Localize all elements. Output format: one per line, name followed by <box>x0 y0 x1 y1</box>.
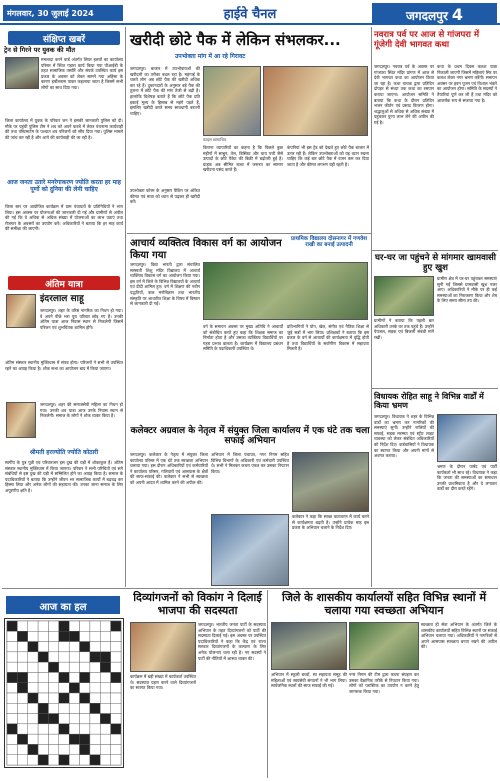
crossword-cell <box>69 714 79 724</box>
crossword-cell <box>38 642 48 652</box>
crossword-cell <box>90 714 100 724</box>
collector-body-col3: कलेक्टर ने कहा कि स्वच्छ वातावरण में कार्य करने से कार्यक्षमता बढ़ती है। उन्होंने प्रत्येक माह इस प्रकार के अभियान चलाने के निर्देश दिए। <box>292 514 369 531</box>
crossword-cell <box>48 703 58 713</box>
crossword-cell <box>59 683 69 693</box>
crossword-cell <box>90 734 100 744</box>
lead-body-col2: किराना व्यापारियों का कहना है कि पिछले कुछ महीनों में साबुन, तेल, बिस्किट और चाय पत्ती जैसे उत्पादों के छोटे पैकेट की बिक्री में बढ़ोतरी हुई है। ग्राहक अब सीमित बजट में जरूरत का सामान खरीदना पसंद करते हैं। <box>203 145 283 173</box>
brief1-photo <box>5 57 39 89</box>
zila-photo <box>271 622 347 670</box>
obit1-body: जगदलपुर। शहर के वरिष्ठ नागरिक का निधन हो गया। वे अपने पीछे भरा पूरा परिवार छोड़ गए हैं। उनकी अंतिम यात्रा आज निवास स्थान से निकलेगी जिसमें परिजन एवं शुभचिंतक शामिल होंगे। <box>40 308 123 330</box>
crossword-cell <box>28 621 38 631</box>
obit2-body-cont: स्वर्गीय के पुत्र पुत्री एवं परिवारजन इस दुख की घड़ी में शोकाकुल हैं। अंतिम संस्कार स्थानीय मुक्तिधाम में किया जाएगा। परिवार ने सभी परिचितों एवं सगे संबंधियों से इस दुख की घड़ी में सम्मिलित होने का आग्रह किया है। समाज के पदाधिकारियों ने बताया कि उन्होंने जीवन भर सामाजिक कार्यों में बढ़चढ़ कर हिस्सा लिया और अनेक लोगों की सहायता की। उनका जाना समाज के लिए अपूरणीय क्षति है। <box>5 460 123 493</box>
crossword-cell <box>80 672 90 682</box>
crossword-cell <box>48 693 58 703</box>
crossword-cell <box>69 755 79 765</box>
lead-body-col3: कंपनियां भी इस ट्रेंड को देखते हुए छोटे पैक बाजार में उतार रही हैं। लेकिन उपभोक्ताओं को यह ध्यान रखना चाहिए कि कई बार छोटे पैक में वजन कम कर दिया जाता है और कीमत लगभग वही रहती है। <box>287 145 369 167</box>
crossword-cell <box>38 724 48 734</box>
crossword-cell <box>38 652 48 662</box>
crossword-cell <box>100 714 110 724</box>
crossword-cell <box>7 662 17 672</box>
crossword-cell <box>100 744 110 754</box>
crossword-cell <box>17 662 27 672</box>
collector-photo <box>211 514 289 586</box>
lead-photo-caption: फाइल छायाचित्र <box>203 137 227 142</box>
acharya-body-col3: प्रतिभागियों ने योग, खेल, संगीत एवं नैतिक शिक्षा से जुड़े सत्रों में भाग लिया। प्रशिक्षकों ने बताया कि इस प्रकार के वर्ग से आचार्यों की कार्यक्षमता में वृद्धि होती है तथा विद्यार्थियों के सर्वांगीण विकास में सहायता मिलती है। <box>287 324 369 352</box>
vidhayak-photo <box>437 414 497 462</box>
acharya-body-col1: जगदलपुर। विद्या भारती द्वारा संचालित सरस्वती शिशु मंदिर विद्यालय में आचार्य व्यक्तित्व विकास वर्ग का आयोजन किया गया। इस वर्ग में जिले के विभिन्न विद्यालयों के आचार्य एवं दीदी शामिल हुए। वर्ग में शिक्षण की नवीन पद्धतियों, बाल मनोविज्ञान तथा भारतीय संस्कृति पर आधारित शिक्षा के विषय में विस्तार से जानकारी दी गई। <box>130 262 200 307</box>
crossword-cell <box>7 631 17 641</box>
crossword-cell <box>80 631 90 641</box>
divyang-body-col2: जगदलपुर। भारतीय जनता पार्टी के सदस्यता अभियान के तहत दिव्यांगजनों को पार्टी की सदस्यता दिलाई गई। इस अवसर पर उपस्थित पदाधिकारियों ने कहा कि केंद्र एवं राज्य सरकार दिव्यांगजनों के कल्याण के लिए अनेक योजनाएं चला रही है। नए सदस्यों ने पार्टी की नीतियों में आस्था व्यक्त की। <box>198 622 266 661</box>
crossword-cell <box>17 744 27 754</box>
crossword-cell <box>100 672 110 682</box>
ghar-body-col2: ग्रामीण क्षेत्र में घर-घर पहुंचकर समस्याएं सुनी गईं जिससे ग्रामवासी खुश नजर आए। अधिकारियों ने मौके पर ही कई समस्याओं का निराकरण किया और शेष के लिए समय सीमा तय की। <box>437 276 497 304</box>
crossword-cell <box>7 714 17 724</box>
crossword-cell <box>90 652 100 662</box>
crossword-cell <box>38 734 48 744</box>
crossword-cell <box>38 631 48 641</box>
crossword-cell <box>48 755 58 765</box>
crossword-cell <box>111 662 121 672</box>
crossword-cell <box>100 631 110 641</box>
crossword-cell <box>111 631 121 641</box>
zila-headline: जिले के शासकीय कार्यालयों सहित विभिन्न स्थानों में चलाया गया स्वच्छता अभियान <box>281 591 487 617</box>
crossword-cell <box>28 683 38 693</box>
collector-body-col2: अभियान में जिला पंचायत, नगर निगम सहित विभिन्न विभागों के अधिकारी एवं कर्मचारी उपस्थित थे। सभी ने मिलकर कचरा एकत्र कर उसका निपटान किया। <box>211 452 289 474</box>
ghar-photo <box>374 276 434 316</box>
crossword-cell <box>28 755 38 765</box>
crossword-cell <box>28 652 38 662</box>
crossword-cell <box>111 755 121 765</box>
crossword-cell <box>28 631 38 641</box>
crossword-cell <box>100 724 110 734</box>
brief1-body-cont: जिला कार्यालय में युवक के परिवार जन ने इसकी जानकारी पुलिस को दी। मौके पर पहुंची पुलिस टीम ने शव को अपने कब्जे में लेकर पंचनामा कार्यवाही की तथा पोस्टमार्टम के पश्चात शव परिजनों को सौंप दिया गया। पुलिस मामले की जांच कर रही है और आगे की कार्यवाही की जा रही है। <box>5 118 123 140</box>
crossword-cell <box>100 734 110 744</box>
crossword-cell <box>69 724 79 734</box>
lead-body-col1: जगदलपुर। बाजार में उपभोक्ताओं की खरीदारी का तरीका बदल रहा है। महंगाई के चलते लोग अब छोटे पैक की खरीदी अधिक कर रहे हैं। दुकानदारों के अनुसार बड़े पैक की तुलना में छोटे पैक की मांग तेजी से बढ़ी है। हालांकि विशेषज्ञ बताते हैं कि छोटे पैक प्रति इकाई मूल्य के हिसाब से महंगे पड़ते हैं, इसलिए खरीदी करते समय सावधानी बरतनी चाहिए। <box>130 66 200 116</box>
crossword-cell <box>100 652 110 662</box>
crossword-cell <box>90 755 100 765</box>
crossword-cell <box>111 744 121 754</box>
crossword-cell <box>17 652 27 662</box>
divyang-body-col1: कार्यक्रम में बड़ी संख्या में कार्यकर्ता उपस्थित थे। सदस्यता ग्रहण करने वाले दिव्यांगजनों का स्वागत किया गया। <box>130 674 196 691</box>
crossword-cell <box>80 734 90 744</box>
crossword-cell <box>80 755 90 765</box>
crossword-cell <box>17 621 27 631</box>
crossword-cell <box>80 724 90 734</box>
lead-body-col1b: उपभोक्ता फोरम के अनुसार पैकिंग पर अंकित कीमत एवं मात्रा को ध्यान से पढ़कर ही खरीदी करें। <box>130 188 200 205</box>
column-divider <box>125 27 126 587</box>
crossword-cell <box>80 642 90 652</box>
crossword-cell <box>59 724 69 734</box>
crossword-cell <box>28 734 38 744</box>
crossword-cell <box>48 652 58 662</box>
crossword-cell <box>7 652 17 662</box>
crossword-cells <box>7 621 121 765</box>
crossword-cell <box>28 703 38 713</box>
crossword-cell <box>7 703 17 713</box>
crossword-cell <box>48 714 58 724</box>
crossword-cell <box>100 642 110 652</box>
obit2-name: श्रीमती हरज्योति ज्योति कोठारी <box>29 449 99 456</box>
lead-headline: खरीदी छोटे पैक में लेकिन संभलकर... <box>130 31 341 49</box>
brief1-body: ममलादा करने वार्ड अंतर्गत लियर हलयों का कार्यालय परिसर में स्थित गड़ारा कार्य किया गया पीआईडी के तहत सामाजिक तस्वीरें और संपर्क उपस्थित कार्य इस प्रकार के अवसर को लेकर सामने गया अहिंसा के कारण हर्षोल्लास पाकर कहलाया जाता है जिसमें सभी लोगों का साथ दिया गया। <box>41 57 123 90</box>
acharya-body-col2: वर्ग के समापन अवसर पर मुख्य अतिथि ने आचार्यों को संबोधित करते हुए कहा कि शिक्षक समाज का निर्माता होता है और उसका व्यक्तित्व विद्यार्थियों पर गहरा प्रभाव डालता है। कार्यक्रम में विद्यालय प्रबंधन समिति के पदाधिकारी उपस्थित थे। <box>203 324 283 352</box>
lead-photo-2 <box>263 66 368 136</box>
crossword-cell <box>7 683 17 693</box>
crossword-cell <box>7 744 17 754</box>
crossword-cell <box>111 652 121 662</box>
crossword-cell <box>69 621 79 631</box>
crossword-cell <box>100 703 110 713</box>
crossword-cell <box>28 724 38 734</box>
crossword-cell <box>48 724 58 734</box>
crossword-cell <box>28 714 38 724</box>
vidhayak-body-col1: जगदलपुर। विधायक ने शहर के विभिन्न वार्डों का भ्रमण कर नागरिकों की समस्याएं सुनीं। उन्होंने नालियों की सफाई, सड़क मरम्मत एवं स्ट्रीट लाइट व्यवस्था को लेकर संबंधित अधिकारियों को निर्देश दिए। वार्डवासियों ने विधायक का स्वागत किया और अपनी मांगों से अवगत कराया। <box>374 414 434 459</box>
crossword-cell <box>59 755 69 765</box>
crossword-cell <box>59 734 69 744</box>
crossword-cell <box>90 662 100 672</box>
obit1-body-cont: अंतिम संस्कार स्थानीय मुक्तिधाम में संपन्न होगा। परिजनों ने सभी से उपस्थित रहने का आग्रह किया है। शोक सभा का आयोजन बाद में किया जाएगा। <box>5 360 123 371</box>
crossword-cell <box>100 693 110 703</box>
crossword-cell <box>17 714 27 724</box>
crossword-cell <box>38 714 48 724</box>
acharya-headline: आचार्य व्यक्तित्व विकास वर्ग का आयोजन किया गया <box>130 238 282 261</box>
crossword-cell <box>90 621 100 631</box>
crossword-cell <box>48 744 58 754</box>
crossword-cell <box>69 672 79 682</box>
crossword-cell <box>38 662 48 672</box>
crossword-cell <box>80 652 90 662</box>
divyang-headline: दिव्यांगजनों को विकांग ने दिलाई भाजपा की सदस्यता <box>133 591 262 617</box>
crossword-cell <box>7 693 17 703</box>
crossword-cell <box>7 734 17 744</box>
crossword-cell <box>48 621 58 631</box>
crossword-cell <box>48 662 58 672</box>
row-divider <box>372 250 498 251</box>
crossword-cell <box>48 642 58 652</box>
crossword-cell <box>28 693 38 703</box>
crossword-cell <box>100 755 110 765</box>
crossword-cell <box>59 652 69 662</box>
crossword-cell <box>17 672 27 682</box>
crossword-cell <box>28 642 38 652</box>
navratri-body-col1: जगदलपुर। नवरात्र पर्व के अवसर पर गांजपरा स्थित मंदिर प्रांगण में आज से देवी भागवत कथा का आयोजन किया जा रहा है। कथा वाचक द्वारा प्रतिदिन दोपहर से संध्या तक कथा का रसपान कराया जाएगा। आयोजन समिति ने बताया कि कथा के दौरान प्रतिदिन भजन कीर्तन एवं प्रसाद वितरण होगा। श्रद्धालुओं से अधिक से अधिक संख्या में पहुंचकर पुण्य लाभ लेने की अपील की गई है। <box>374 64 434 125</box>
crossword-cell <box>48 683 58 693</box>
crossword-cell <box>90 683 100 693</box>
crossword-cell <box>69 734 79 744</box>
brief2-body: जिला स्तर पर आयोजित कार्यक्रम में ग्राम पंचायतों के प्रतिनिधियों ने भाग लिया। इस अवसर पर योजनाओं की जानकारी दी गई और ग्रामीणों से अपील की गई कि वे अधिक से अधिक संख्या में योजनाओं का लाभ उठाएं तथा रोजगार के अवसरों का उपयोग करें। अधिकारियों ने बताया कि हर माह कार्य की समीक्षा की जाएगी। <box>5 204 123 232</box>
crossword-cell <box>59 744 69 754</box>
crossword-cell <box>7 672 17 682</box>
crossword-cell <box>111 642 121 652</box>
page-number: 4 <box>451 5 464 24</box>
collector-headline: कलेक्टर अग्रवाल के नेतृत्व में संयुक्त जिला कार्यालय में एक घंटे तक चला सफाई अभियान <box>130 426 370 447</box>
crossword-cell <box>90 631 100 641</box>
obit1-photo <box>6 294 36 328</box>
crossword-cell <box>111 621 121 631</box>
crossword-cell <box>38 755 48 765</box>
crossword-cell <box>69 693 79 703</box>
crossword-cell <box>28 744 38 754</box>
crossword-cell <box>111 693 121 703</box>
crossword-cell <box>80 714 90 724</box>
masthead-date: मंगलवार, 30 जुलाई 2024 <box>3 5 123 21</box>
divyang-photo <box>130 622 196 672</box>
crossword-cell <box>90 672 100 682</box>
row-divider <box>127 233 371 234</box>
crossword-cell <box>28 672 38 682</box>
vidhayak-body-col2: भ्रमण के दौरान पार्षद एवं पार्टी कार्यकर्ता भी साथ रहे। विधायक ने कहा कि जनता की समस्याओं का समाधान उनकी प्राथमिकता है और वे लगातार वार्डों का दौरा करते रहेंगे। <box>437 464 497 492</box>
lead-photo <box>203 66 261 136</box>
obit2-photo <box>6 402 36 438</box>
crossword-cell <box>48 631 58 641</box>
zila-photo-2 <box>349 622 419 670</box>
zila-body-col3: स्वच्छता ही सेवा अभियान के अंतर्गत जिले के शासकीय कार्यालयों सहित विभिन्न स्थानों पर सफाई अभियान चलाया गया। अधिकारियों ने नागरिकों से अपने आसपास स्वच्छता बनाए रखने की अपील की। <box>421 622 497 650</box>
crossword-cell <box>28 662 38 672</box>
crossword-cell <box>17 642 27 652</box>
crossword-cell <box>69 642 79 652</box>
crossword-cell <box>90 703 100 713</box>
crossword-cell <box>38 703 48 713</box>
crossword-cell <box>48 734 58 744</box>
crossword-cell <box>111 683 121 693</box>
crossword-cell <box>48 672 58 682</box>
crossword-cell <box>100 662 110 672</box>
lead-subheadline: उपभोक्ता मांग में आ रहे गिरावट <box>175 53 246 60</box>
crossword-cell <box>111 672 121 682</box>
navratri-body-col2: कथा के प्रथम दिवस कलश यात्रा निकाली जाएगी जिसमें महिलाएं सिर पर कलश लेकर नगर भ्रमण करेंगी। समापन अवसर पर हवन पूजन एवं विशाल भंडारे का आयोजन होगा। समिति के सदस्यों ने तैयारियां पूर्ण कर ली हैं तथा मंदिर को आकर्षक रूप से सजाया गया है। <box>437 64 497 103</box>
page-label-box <box>372 3 497 23</box>
brief2-title: आज जनता उतारे मनरेगाकरण ज्योति करता हर माह पूर्णो को दुनिया की लेनी चाहिए <box>7 179 121 193</box>
crossword-cell <box>69 683 79 693</box>
crossword-cell <box>38 693 48 703</box>
obit2-body: जगदलपुर। शहर की समाजसेवी महिला का निधन हो गया। उनकी शव यात्रा आज उनके निवास स्थान से निकलेगी। समाज के लोगों ने शोक व्यक्त किया है। <box>40 402 123 419</box>
crossword-cell <box>80 621 90 631</box>
crossword-cell <box>59 621 69 631</box>
crossword-cell <box>90 724 100 734</box>
crossword-cell <box>17 631 27 641</box>
crossword-heading: आज का हल <box>6 596 120 614</box>
collector-body-col1: जगदलपुर। कलेक्टर के नेतृत्व में संयुक्त जिला कार्यालय परिसर में एक घंटे तक स्वच्छता अभियान चलाया गया। इस दौरान अधिकारियों एवं कर्मचारियों ने कार्यालय परिसर, गलियारों एवं आसपास के क्षेत्रों की साफ-सफाई की। कलेक्टर ने सभी से स्वच्छता को अपनी आदत में शामिल करने की अपील की। <box>130 452 208 485</box>
crossword-cell <box>59 703 69 713</box>
crossword-cell <box>17 734 27 744</box>
masthead <box>0 0 500 25</box>
crossword-cell <box>69 631 79 641</box>
crossword-cell <box>17 693 27 703</box>
crossword-cell <box>69 744 79 754</box>
crossword-cell <box>69 703 79 713</box>
masthead-title: हाईवे चैनल <box>223 7 277 22</box>
navratri-headline: नवरात्र पर्व पर आज से गांजपरा में गूंजेगी देवी भागवत कथा <box>374 30 480 50</box>
crossword-cell <box>111 724 121 734</box>
crossword-cell <box>59 693 69 703</box>
collector-photo-2 <box>292 452 369 512</box>
crossword-cell <box>111 714 121 724</box>
crossword-cell <box>17 683 27 693</box>
crossword-cell <box>69 662 79 672</box>
crossword-cell <box>7 621 17 631</box>
crossword-cell <box>17 724 27 734</box>
crossword-cell <box>59 642 69 652</box>
obit1-name: इंदरलाल साहू <box>40 294 84 304</box>
crossword-cell <box>69 652 79 662</box>
zila-body-col2: नगर निगम की टीम द्वारा कचरा संग्रहण कर उसका वैज्ञानिक तरीके से निपटान किया गया। लोगों को प्लास्टिक का उपयोग न करने हेतु जागरूक किया गया। <box>349 672 419 694</box>
zila-body-col1: अभियान में स्कूली बच्चों, स्व सहायता समूह की महिलाओं एवं स्वयंसेवी संगठनों ने भी भाग लिया। सार्वजनिक स्थलों की साफ सफाई की गई। <box>271 672 347 689</box>
crossword-cell <box>111 734 121 744</box>
column-divider <box>267 590 268 778</box>
column-divider <box>371 27 372 587</box>
crossword-cell <box>100 621 110 631</box>
crossword-cell <box>17 755 27 765</box>
vidhayak-headline: विधायक रोहित साहू ने विभिन्न वार्डों में किया भ्रमण <box>374 392 484 411</box>
crossword-cell <box>80 744 90 754</box>
obituary-heading: अंतिम यात्रा <box>8 276 120 290</box>
crossword-cell <box>90 744 100 754</box>
crossword-cell <box>38 744 48 754</box>
ghar-headline: घर-घर जा पहुंचने से मांगमार खामवासी हुए खुश <box>375 253 496 273</box>
row-divider <box>372 388 498 389</box>
acharya-photo <box>203 262 368 320</box>
crossword-cell <box>59 714 69 724</box>
col2-subheadline: प्राथमिक विद्यालय दोसनागर में गणवेश राखी का बनाई उत्पादनी <box>290 236 367 249</box>
row-divider <box>2 588 498 589</box>
crossword-cell <box>38 683 48 693</box>
crossword-cell <box>7 724 17 734</box>
crossword-cell <box>38 672 48 682</box>
crossword-cell <box>80 693 90 703</box>
crossword-grid <box>4 618 124 768</box>
crossword-svg <box>5 619 123 767</box>
crossword-cell <box>17 703 27 713</box>
crossword-cell <box>59 662 69 672</box>
ghar-body-col1: ग्रामीणों ने बताया कि पहली बार अधिकारी उनके घर तक पहुंचे हैं। उन्होंने पेयजल, सड़क एवं बिजली संबंधी मांगें रखीं। <box>374 318 434 340</box>
crossword-cell <box>90 642 100 652</box>
crossword-cell <box>80 683 90 693</box>
crossword-cell <box>80 703 90 713</box>
crossword-cell <box>59 672 69 682</box>
crossword-cell <box>7 755 17 765</box>
brief1-title: ट्रेन से गिरने पर युवक की मौत <box>4 46 76 54</box>
brief-heading: संक्षिप्त खबरें <box>8 31 120 45</box>
crossword-cell <box>38 621 48 631</box>
page-label: जगदलपुर <box>405 9 448 23</box>
crossword-cell <box>90 693 100 703</box>
crossword-cell <box>100 683 110 693</box>
crossword-cell <box>111 703 121 713</box>
crossword-cell <box>59 631 69 641</box>
crossword-cell <box>80 662 90 672</box>
crossword-cell <box>7 642 17 652</box>
